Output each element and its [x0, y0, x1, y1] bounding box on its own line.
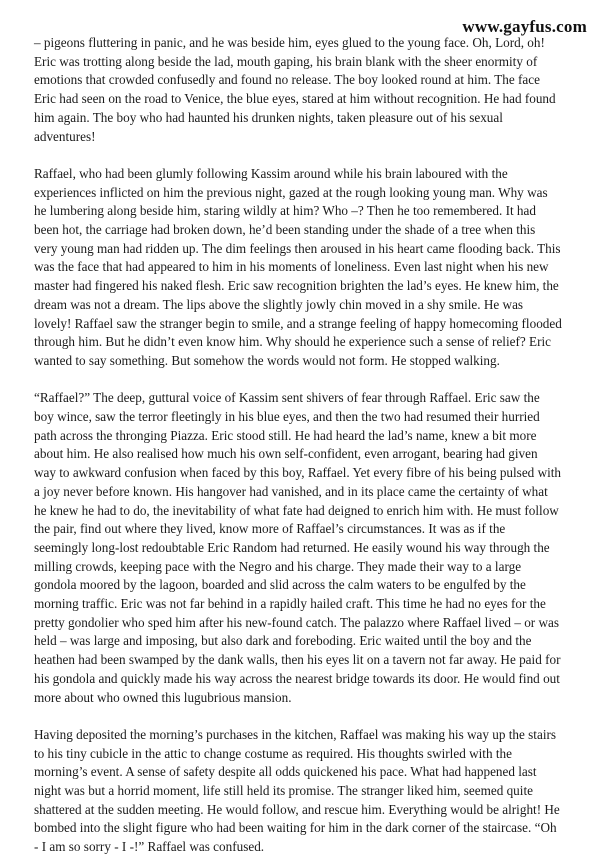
paragraph-4: Having deposited the morning’s purchases in the kitchen, Raffael was making his way up the stairs to his tiny cubicle in the attic to change costume as required. His thoughts swirled with the morning’s event. A sense of safety despite all odds quickened his pace. What had happened last night was but a horrid moment, life still held its promise. The stranger liked him, seemed quite shattered at the sudden meeting. He would follow, and rescue him. Everything would be alright! He bombed into the slight figure who had been waiting for him in the dark corner of the staircase. “Oh - I am so sorry - I -!” Raffael was confused. — [34, 726, 560, 855]
book-page — [34, 34, 562, 857]
watermark: www.gayfus.com — [462, 17, 587, 36]
paragraph-2: Raffael, who had been glumly following Kassim around while his brain laboured with the experiences inflicted on him the previous night, gazed at the rough looking young man. Why was he lumbering along beside him, staring wildly at him? Who –? Then he too remembered. It had been hot, the carriage had broken down, he’d been standing under the shade of a tree when this very young man had ridden up. The dim feelings then aroused in his heart came flooding back. This was the face that had appeared to him in his moments of loneliness. Even last night when his new master had fingered his naked flesh. Eric saw recognition brighten the lad’s eyes. He knew him, the dream was not a dream. The lips above the slightly jowly chin moved in a shy smile. He was lovely! Raffael saw the stranger begin to smile, and a strange feeling of happy homecoming flooded through him. But he didn’t even know him. Why should he experience such a sense of relief? Eric wanted to say something. But somehow the words would not form. He stopped walking. — [34, 165, 562, 368]
paragraph-3: “Raffael?” The deep, guttural voice of Kassim sent shivers of fear through Raffael. Eric saw the boy wince, saw the terror fleetingly in his blue eyes, and then the two had resumed their hurried path across the thronging Piazza. Eric stood still. He had heard the lad’s name, knew a bit more about him. He also realised how much his own self-confident, even arrogant, bearing had given way to awkward confusion when faced by this boy, Raffael. Yet every fibre of his being pulsed with a joy never before known. His hangover had vanished, and in its place came the certainty of what he knew he had to do, the inevitability of what fate had deigned to enrich him with. He must follow the pair, find out where they lived, know more of Raffael’s circumstances. It was as if the seemingly long-lost redoubtable Eric Random had returned. He easily wound his way through the milling crowds, keeping pace with the Negro and his charge. They made their way to a large gondola moored by the lagoon, boarded and slid across the calm waters to be engulfed by the morning traffic. Eric was not far behind in a rapidly hailed craft. This time he had no eyes for the pretty gondolier who sped him after his new-found catch. The palazzo where Raffael lived – or was held – was large and imposing, but also dark and foreboding. Eric waited until the boy and the heathen had been swamped by the dank walls, then his eyes lit on a tavern not far away. He paid for his gondola and quickly made his way across the nearest bridge towards its door. He would find out more about who owned this lugubrious mansion. — [34, 390, 562, 705]
paragraph-1: – pigeons fluttering in panic, and he was beside him, eyes glued to the young face. Oh, Lord, oh! Eric was trotting along beside the lad, mouth gaping, his brain blank with the sheer enormity of emotions that crowded confusedly and found no release. The boy looked round at him. The face Eric had seen on the road to Venice, the blue eyes, stared at him without recognition. He had found him again. The boy who had haunted his drunken nights, taken pleasure out of his sexual adventures! — [34, 35, 556, 144]
